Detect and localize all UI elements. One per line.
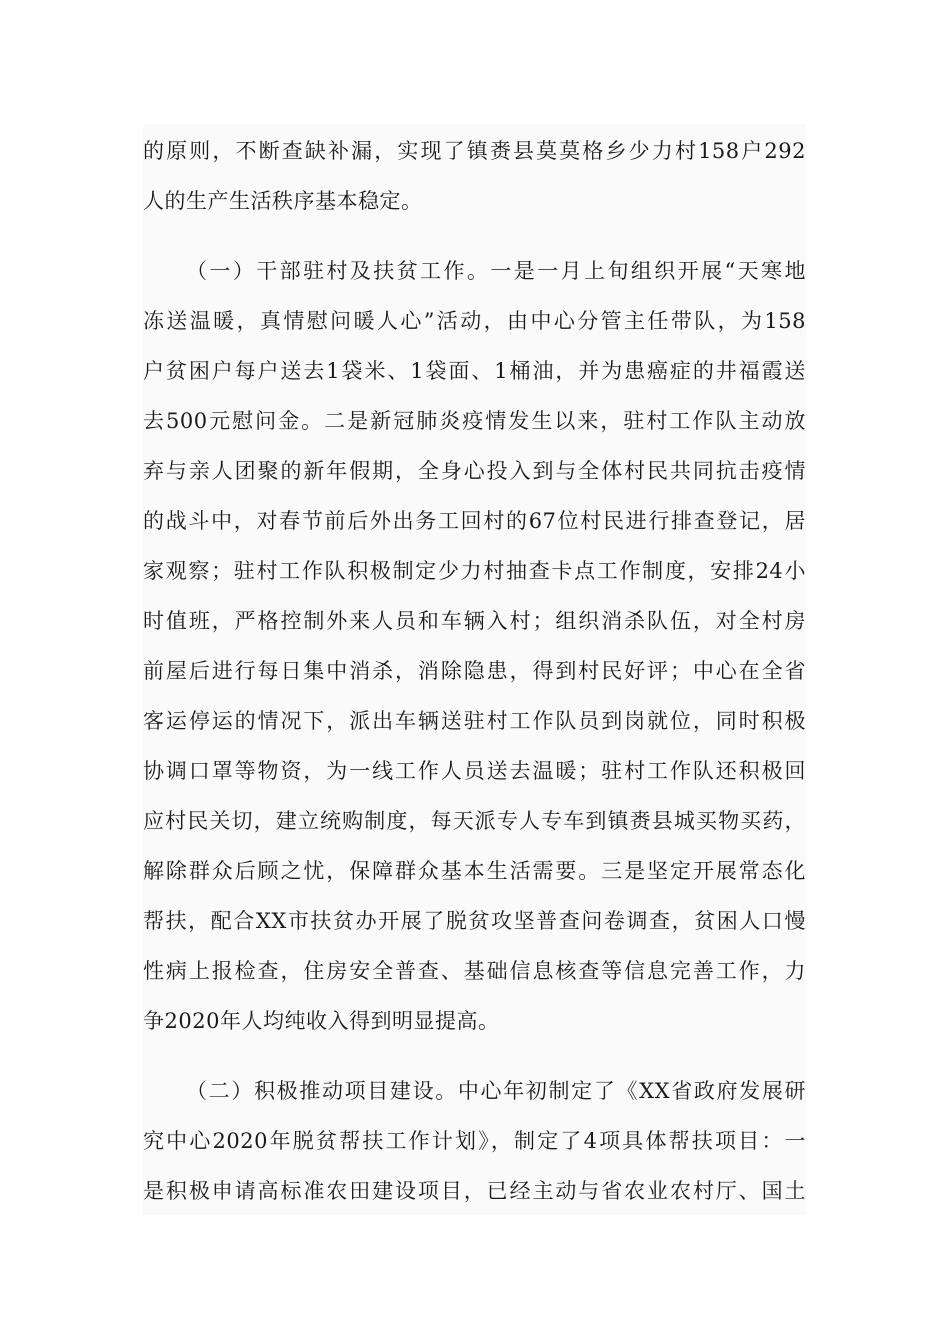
paragraph-line: 冻送温暖，真情慰问暖人心”活动，由中心分管主任带队，为158 [143,309,806,333]
paragraph-line: 究中心2020年脱贫帮扶工作计划》，制定了4项具体帮扶项目：一 [143,1129,806,1153]
paragraph-line: 去500元慰问金。二是新冠肺炎疫情发生以来，驻村工作队主动放 [143,409,806,433]
paragraph-line: 解除群众后顾之忧，保障群众基本生活需要。三是坚定开展常态化 [143,859,806,883]
paragraph-line: 户贫困户每户送去1袋米、1袋面、1桶油，并为患癌症的井福霞送 [143,359,806,383]
paragraph-line: （一）干部驻村及扶贫工作。一是一月上旬组织开展“天寒地 [186,259,806,283]
paragraph-line: 争2020年人均纯收入得到明显提高。 [143,1009,500,1033]
paragraph-line: 应村民关切，建立统购制度，每天派专人专车到镇赉县城买物买药， [143,809,806,833]
paragraph-line: 是积极申请高标准农田建设项目，已经主动与省农业农村厅、国土 [143,1179,806,1203]
paragraph-line: 弃与亲人团聚的新年假期，全身心投入到与全体村民共同抗击疫情 [143,459,806,483]
paragraph-line: 帮扶，配合XX市扶贫办开展了脱贫攻坚普查问卷调查，贫困人口慢 [143,909,806,933]
paragraph-line: 协调口罩等物资，为一线工作人员送去温暖；驻村工作队还积极回 [143,759,806,783]
paragraph-line: 时值班，严格控制外来人员和车辆入村；组织消杀队伍，对全村房 [143,609,806,633]
paragraph-line: 的原则，不断查缺补漏，实现了镇赉县莫莫格乡少力村158户292 [143,139,806,163]
paragraph-line: 前屋后进行每日集中消杀，消除隐患，得到村民好评；中心在全省 [143,659,806,683]
paragraph-line: 客运停运的情况下，派出车辆送驻村工作队员到岗就位，同时积极 [143,709,806,733]
paragraph-line: 的战斗中，对春节前后外出务工回村的67位村民进行排查登记，居 [143,509,806,533]
paragraph-line: （二）积极推动项目建设。中心年初制定了《XX省政府发展研 [186,1079,806,1103]
paragraph-line: 人的生产生活秩序基本稳定。 [143,189,423,213]
paragraph-line: 家观察；驻村工作队积极制定少力村抽查卡点工作制度，安排24小 [143,559,806,583]
paragraph-line: 性病上报检查，住房安全普查、基础信息核查等信息完善工作，力 [143,959,806,983]
